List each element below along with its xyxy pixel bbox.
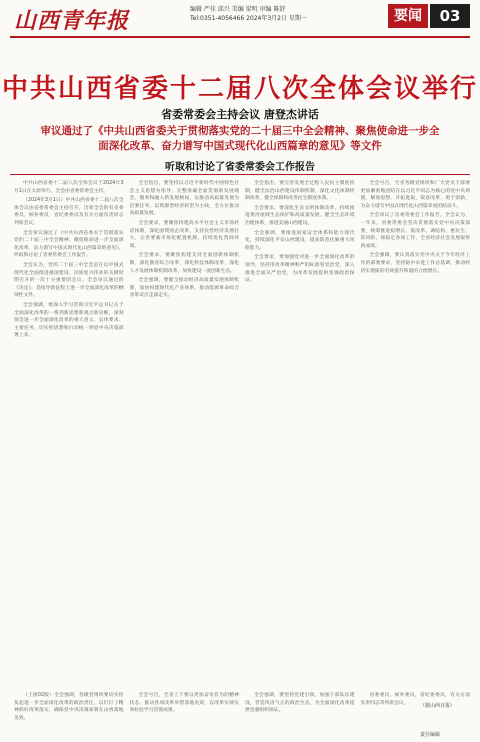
paragraph: 全会认为，党的二十届三中全会是在以中国式现代化全面推进强国建设、民族复兴伟业的关键时期召开的一次十分重要的会议。全会审议通过的《决定》，是指导新征程上进一步全面深化改革的纲领性文件。 [14,262,124,299]
subheadline: 省委常委会主持会议 唐登杰讲话 [161,108,319,121]
divider [10,174,470,175]
source-credit: （据山西日报） [420,703,456,709]
paragraph: （2024年3月1日）中共山西省委十二届八次全体会议由省委常委会主持召开，出席全会的有省委委员，候补委员，省纪委委员及有关方面负责同志列席会议。 [14,198,124,226]
paragraph: 全会要求，要聚焦构建高水平社会主义市场经济体制，深化国资国企改革，支持民营经济发展壮大，完善要素市场化配置机制，持续优化营商环境。 [129,220,239,249]
paragraph: 全会号召，全省各级党组织和广大党员干部要更加紧密地团结在以习近平同志为核心的党中央周围，解放思想、开拓进取，锐意改革、勇于创新，为奋力谱写中国式现代化山西篇章而团结奋斗。 [360,181,470,209]
paragraph: 省委委员、候补委员，省纪委委员，有关方面负责同志等列席会议。 [360,693,470,706]
article-column [361,180,471,690]
paragraph: 全会强调，要深入学习贯彻习近平总书记关于全面深化改革的一系列新思想新观点新论断，深刻领会进一步全面深化改革的重大意义、总体要求、主要任务，切实把思想和行动统一到党中央决策部署上来。 [14,302,124,339]
paragraph: 全会号召，全省上下要以更加奋发有为的精神状态，推动各项改革举措落地见效，以改革实绩实效检验学习贯彻成果。 [129,693,239,714]
newspaper-logo: 山西青年报 [14,8,130,34]
paragraph: 全会审议通过了《中共山西省委关于贯彻落实党的二十届三中全会精神、聚焦使命进一步全面深化改革、奋力谱写中国式现代化山西篇章的意见》，听取和讨论了省委常委会工作报告。 [14,230,124,259]
article-column [130,692,240,738]
masthead [0,0,480,38]
masthead-credits: 编辑 严佳 邱兴 美编 梁明 审编 陈舒 [190,6,286,13]
article-column [14,180,124,690]
masthead-info [190,5,307,23]
deck-secondary: 听取和讨论了省委常委会工作报告 [165,162,315,173]
headline: 中共山西省委十二届八次全体会议举行 [1,74,478,104]
article-column [361,692,471,738]
article-continuation [14,692,470,738]
masthead-contact: Tel:0351-4056466 2024年3月2日 星期一 [190,15,307,22]
masthead-rule [10,36,470,38]
deck: 审议通过了《中共山西省委关于贯彻落实党的二十届三中全会精神、聚焦使命进一步全面深化改革、奋力谱写中国式现代化山西篇章的意见》等文件 [40,125,440,152]
paragraph: 全会指出，要坚持以习近平新时代中国特色社会主义思想为指导，完整准确全面贯彻新发展理念，服务和融入新发展格局，以推动高质量发展为首要任务，以资源型经济转型为主线，全方位推动高质量发展。 [129,181,239,217]
paragraph: 全会指出，要完善发展全过程人民民主制度机制，健全法治山西建设体制机制，深化文化体制机制改革，健全保障和改善民生制度体系。 [245,181,355,202]
page-number: 03 [430,4,470,28]
paragraph: 全会要求，要聚焦构建支持全面创新体制机制，深化教育综合改革，深化科技体制改革，深化人才发展体制机制改革，加快建设一流创新生态。 [129,253,239,274]
paragraph: 中共山西省委十二届八次全体会议于2024年3月1日在太原举行。全会由省委常委会主持。 [14,181,124,194]
paragraph: 全会强调，要认真落实党中央关于今年经济工作的部署要求，坚持稳中求进工作总基调，推动经济实现质的有效提升和量的合理增长。 [360,253,470,274]
article-column [245,180,355,690]
paragraph: 全会要求，要深化生态文明体制改革，持续推进黄河流域生态保护和高质量发展，健全生态环境治理体系，推进美丽山西建设。 [245,205,355,226]
article-column [14,692,124,738]
paragraph: 全会审议了省委常委会工作报告。全会认为，一年来，省委常委会坚决贯彻落实党中央决策部署，统筹推进稳增长、促改革、调结构、惠民生、防风险、保稳定各项工作，全省经济社会发展取得新成效。 [360,213,470,249]
paragraph: 全会强调，要推进国家安全体系和能力现代化，持续深化平安山西建设，提高防范化解重大风险能力。 [245,230,355,251]
section-label: 要闻 [388,4,428,28]
paragraph: 全会强调，要健全推动经济高质量发展体制机制，加快构建现代化产业体系，推动能源革命综合改革试点走深走实。 [129,278,239,299]
paragraph: 全会强调，要坚持党建引领，加强干部队伍建设，营造风清气正的政治生态，为全面深化改革提供坚强组织保证。 [245,693,355,714]
editor-credit: 责任编辑 [420,732,441,738]
article-body [14,180,470,690]
paragraph: （上接02版）全会强调，各级党组织要切实担负起进一步全面深化改革的政治责任，以钉钉子精神抓好改革落实，确保党中央决策部署在山西落地见效。 [14,693,124,721]
article-column [130,180,240,690]
article-column [245,692,355,738]
paragraph: 全会要求，要加强党对进一步全面深化改革的领导，坚持用改革精神和严的标准管党治党，深入推进全面从严治党，为改革发展提供坚强政治保证。 [245,255,355,284]
